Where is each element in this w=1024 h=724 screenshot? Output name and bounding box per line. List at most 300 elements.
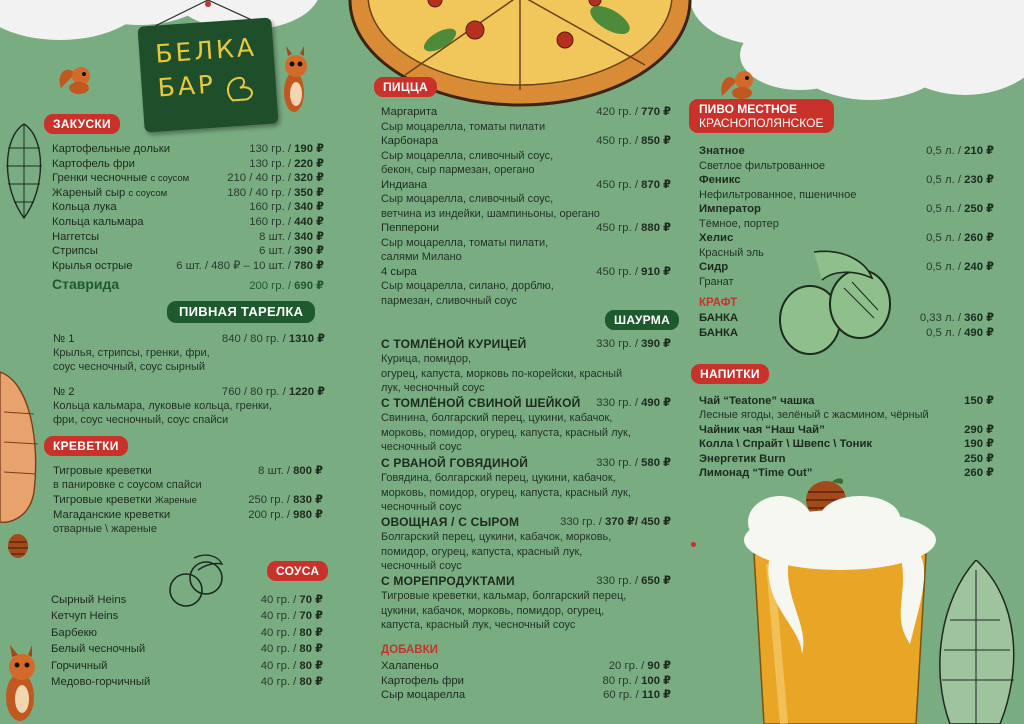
squirrel-icon bbox=[718, 66, 758, 102]
menu-item-label: Картофель фри bbox=[52, 157, 135, 170]
menu-item-name bbox=[52, 157, 135, 171]
menu-item-label: Энергетик Burn bbox=[699, 452, 786, 465]
menu-item-desc: Сыр моцарелла, силано, дорблю, bbox=[381, 280, 554, 292]
menu-item-row bbox=[699, 452, 994, 467]
menu-item-label: Медово-горчичный bbox=[51, 676, 151, 688]
menu-item-price-group bbox=[259, 244, 324, 258]
menu-item-name bbox=[51, 659, 107, 673]
menu-item-weight: 20 гр. / bbox=[608, 660, 645, 672]
menu-item-row bbox=[699, 202, 994, 217]
menu-item-label: Кольца кальмара bbox=[52, 216, 144, 228]
menu-item-price: 190 ₽ bbox=[964, 438, 994, 451]
menu-item-desc: морковь, помидор, огурец, капуста, красный лук, bbox=[381, 486, 631, 499]
menu-item-price-group bbox=[261, 593, 323, 607]
menu-item-label: БАНКА bbox=[699, 326, 739, 339]
menu-item-name bbox=[381, 178, 427, 192]
menu-item-row bbox=[381, 337, 671, 352]
menu-item-price: 70 ₽ bbox=[299, 610, 323, 623]
menu-item-name bbox=[51, 675, 150, 689]
section-dobavki: ДОБАВКИ bbox=[381, 644, 438, 656]
menu-item-desc: Тёмное, портер bbox=[699, 217, 779, 230]
section-pivo-line2: КРАСНОПОЛЯНСКОЕ bbox=[699, 116, 824, 130]
menu-item-price-group bbox=[222, 385, 325, 399]
menu-item-weight: 200 гр. / bbox=[248, 509, 290, 521]
menu-item-name bbox=[381, 221, 439, 235]
menu-item-desc: чесночный соус bbox=[381, 560, 462, 572]
menu-item-price: 80 ₽ bbox=[299, 643, 323, 656]
menu-item-desc: капуста, красный лук, чесночный соус bbox=[381, 619, 576, 631]
menu-item-row bbox=[699, 311, 994, 326]
menu-item-name bbox=[699, 452, 786, 466]
menu-item-price-group bbox=[596, 337, 671, 351]
menu-item-desc: лук, чесночный соус bbox=[381, 382, 485, 394]
menu-item-row bbox=[381, 178, 671, 193]
menu-item-desc: пармезан, сливочный соус bbox=[381, 294, 518, 307]
menu-item-price: 80 ₽ bbox=[299, 626, 323, 639]
menu-item-weight: 60 гр. / bbox=[603, 689, 639, 702]
menu-item-name bbox=[699, 423, 825, 437]
menu-item-desc: Сыр моцарелла, томаты пилати bbox=[381, 120, 546, 133]
menu-item-price-group bbox=[249, 142, 324, 156]
menu-item-row bbox=[699, 394, 994, 409]
menu-item-name bbox=[699, 311, 738, 325]
logo-line1: БЕЛКА bbox=[154, 32, 258, 69]
section-napitki: НАПИТКИ bbox=[691, 364, 769, 384]
menu-item-price-group bbox=[596, 221, 671, 235]
menu-item-price-group bbox=[259, 230, 324, 244]
menu-item-price: 340 ₽ bbox=[294, 230, 324, 243]
menu-item-price: 260 ₽ bbox=[964, 467, 994, 480]
menu-item-name bbox=[52, 142, 170, 156]
menu-item-price: 350 ₽ bbox=[294, 186, 324, 199]
menu-item-price-group bbox=[261, 642, 323, 656]
menu-item-price: 780 ₽ bbox=[294, 259, 324, 272]
menu-item-desc: Болгарский перец, цукини, кабачок, морковь, bbox=[381, 531, 612, 543]
menu-item-row bbox=[51, 609, 323, 624]
menu-item-label: Чайник чая “Наш Чай” bbox=[699, 423, 825, 436]
menu-item-row bbox=[52, 259, 324, 274]
menu-item-row bbox=[699, 437, 994, 452]
menu-item-label: Маргарита bbox=[381, 106, 438, 118]
menu-item-label: Знатное bbox=[699, 145, 745, 157]
menu-item-name bbox=[381, 688, 465, 702]
menu-item-row bbox=[53, 493, 323, 508]
menu-item-price: 880 ₽ bbox=[641, 222, 671, 234]
menu-item-price-group bbox=[964, 423, 994, 437]
menu-item-weight: 40 гр. / bbox=[260, 676, 297, 688]
menu-item-row bbox=[381, 396, 671, 411]
menu-item-weight: 180 / 40 гр. / bbox=[227, 186, 291, 199]
menu-item-label: Горчичный bbox=[51, 659, 108, 672]
menu-item-row bbox=[381, 574, 671, 589]
menu-item-weight: 80 гр. / bbox=[602, 674, 638, 687]
squirrel-logo-icon bbox=[221, 68, 263, 105]
menu-item-row bbox=[52, 142, 324, 157]
menu-item-name bbox=[52, 244, 98, 258]
menu-item-label: С ТОМЛЁНОЙ СВИНОЙ ШЕЙКОЙ bbox=[381, 396, 581, 410]
menu-item-weight: 8 шт. / bbox=[259, 230, 291, 243]
menu-item-name bbox=[699, 437, 872, 451]
menu-item-price: 260 ₽ bbox=[964, 232, 994, 244]
pinecone-sketch-icon bbox=[0, 118, 48, 222]
menu-item-price-group bbox=[926, 326, 994, 340]
menu-item-row bbox=[381, 105, 671, 120]
menu-item-weight: 420 гр. / bbox=[596, 106, 638, 118]
menu-item-row bbox=[52, 230, 324, 245]
menu-item-price-group bbox=[964, 466, 994, 480]
menu-item-price: 490 ₽ bbox=[641, 397, 671, 409]
menu-item-name bbox=[699, 231, 733, 245]
logo-line2: БАР bbox=[156, 69, 218, 103]
menu-item-weight: 40 гр. / bbox=[260, 610, 297, 623]
menu-item-name bbox=[53, 385, 75, 399]
menu-item-note: Жареные bbox=[154, 495, 197, 506]
menu-item-row bbox=[699, 466, 994, 481]
menu-item-weight: 250 гр. / bbox=[248, 494, 290, 506]
menu-item-weight: 0,5 л. / bbox=[926, 203, 961, 215]
stavrida-row bbox=[52, 277, 324, 294]
menu-item-label: Лимонад “Time Out” bbox=[699, 467, 813, 480]
menu-item-name bbox=[699, 173, 740, 187]
menu-item-price: 70 ₽ bbox=[299, 594, 323, 606]
menu-item-row bbox=[699, 173, 994, 188]
menu-item-weight: 0,33 л. / bbox=[919, 312, 961, 324]
menu-item-desc: чесночный соус bbox=[381, 441, 462, 453]
menu-item-row bbox=[381, 456, 671, 471]
menu-item-row bbox=[381, 659, 671, 674]
menu-item-price-group bbox=[596, 574, 671, 588]
menu-item-label: Сырный Heins bbox=[51, 594, 127, 606]
menu-item-row bbox=[52, 200, 324, 215]
menu-item-price: 80 ₽ bbox=[299, 659, 323, 672]
menu-item-label: 4 сыра bbox=[381, 265, 417, 278]
menu-item-name bbox=[381, 674, 464, 688]
menu-item-name bbox=[381, 105, 437, 119]
menu-item-price: 800 ₽ bbox=[293, 465, 323, 477]
menu-item-row bbox=[52, 157, 324, 172]
menu-item-weight: 330 гр. / bbox=[560, 516, 602, 528]
menu-item-row bbox=[699, 144, 994, 159]
menu-item-label: Чай “Teatone” чашка bbox=[699, 395, 815, 407]
menu-item-price-group bbox=[603, 688, 671, 702]
menu-item-label: Наггетсы bbox=[52, 230, 100, 243]
menu-item-price: 290 ₽ bbox=[964, 423, 994, 436]
menu-item-weight: 130 гр. / bbox=[249, 157, 291, 170]
menu-item-price-group bbox=[249, 157, 324, 171]
section-sousa: СОУСА bbox=[267, 561, 328, 581]
menu-item-label: Сидр bbox=[699, 261, 729, 273]
menu-item-desc: салями Милано bbox=[381, 251, 462, 263]
menu-item-weight: 40 гр. / bbox=[260, 594, 297, 606]
menu-item-label: Император bbox=[699, 203, 761, 215]
stavrida-price: 690 ₽ bbox=[294, 280, 324, 292]
menu-item-price: 340 ₽ bbox=[294, 201, 324, 214]
menu-item-desc: Сыр моцарелла, томаты пилати, bbox=[381, 236, 549, 249]
menu-item-label: Пепперони bbox=[381, 222, 440, 234]
menu-item-price-group bbox=[596, 265, 671, 279]
menu-item-row bbox=[381, 674, 671, 689]
logo-sign bbox=[137, 17, 278, 132]
menu-item-name bbox=[699, 144, 745, 158]
menu-item-price: 250 ₽ bbox=[964, 452, 994, 465]
menu-item-row bbox=[381, 221, 671, 236]
menu-item-label: Карбонара bbox=[381, 135, 438, 147]
menu-item-name bbox=[51, 642, 145, 656]
menu-item-price: 250 ₽ bbox=[964, 203, 994, 215]
menu-item-label: № 2 bbox=[53, 386, 75, 398]
menu-item-price-group bbox=[258, 464, 323, 478]
menu-item-row bbox=[53, 464, 323, 479]
menu-item-desc: Свинина, болгарский перец, цукини, кабачок, bbox=[381, 412, 613, 424]
menu-item-label: С МОРЕПРОДУКТАМИ bbox=[381, 574, 515, 588]
menu-item-weight: 160 гр. / bbox=[249, 216, 291, 228]
section-krevetki: КРЕВЕТКИ bbox=[44, 436, 128, 456]
menu-item-weight: 840 / 80 гр. / bbox=[221, 333, 286, 345]
section-zakuski: ЗАКУСКИ bbox=[44, 114, 120, 134]
menu-item-price-group bbox=[261, 626, 323, 640]
menu-item-row bbox=[52, 215, 324, 230]
menu-item-name bbox=[53, 508, 170, 522]
menu-item-price: 100 ₽ bbox=[641, 674, 671, 687]
menu-item-name bbox=[51, 609, 118, 623]
menu-item-price: 370 ₽/ 450 ₽ bbox=[605, 516, 671, 528]
menu-item-price: 320 ₽ bbox=[294, 172, 324, 185]
menu-item-row bbox=[52, 186, 324, 201]
menu-item-price-group bbox=[596, 456, 671, 470]
menu-item-price-group bbox=[602, 674, 671, 688]
menu-item-row bbox=[52, 171, 324, 186]
menu-item-row bbox=[53, 332, 325, 347]
menu-item-desc: бекон, сыр пармезан, орегано bbox=[381, 164, 535, 176]
menu-item-label: Стрипсы bbox=[52, 245, 98, 258]
menu-item-row bbox=[53, 508, 323, 523]
menu-item-weight: 330 гр. / bbox=[596, 575, 638, 587]
menu-item-label: Кетчуп Heins bbox=[51, 610, 119, 623]
menu-item-weight: 40 гр. / bbox=[260, 643, 297, 656]
menu-item-price-group bbox=[227, 171, 324, 185]
menu-item-price: 220 ₽ bbox=[294, 157, 324, 170]
cloud-top-right bbox=[740, 20, 860, 90]
menu-item-price: 190 ₽ bbox=[294, 143, 324, 155]
menu-item-row bbox=[381, 688, 671, 703]
menu-item-name bbox=[51, 626, 97, 640]
menu-item-price-group bbox=[964, 394, 994, 408]
menu-item-desc: Нефильтрованное, пшеничное bbox=[699, 188, 857, 201]
menu-item-weight: 0,5 л. / bbox=[926, 232, 961, 244]
menu-item-price: 390 ₽ bbox=[641, 338, 671, 350]
menu-item-desc: цукини, кабачок, морковь, помидор, огурец, bbox=[381, 604, 605, 617]
menu-item-price-group bbox=[920, 311, 994, 325]
menu-item-name bbox=[699, 260, 728, 274]
menu-item-name bbox=[699, 466, 812, 480]
menu-item-label: № 1 bbox=[53, 333, 75, 345]
menu-item-label: Магаданские креветки bbox=[53, 509, 171, 521]
menu-item-price-group bbox=[964, 437, 994, 451]
menu-item-row bbox=[51, 593, 323, 608]
squirrel-icon bbox=[0, 645, 44, 724]
menu-item-name bbox=[52, 186, 167, 201]
menu-item-price: 490 ₽ bbox=[964, 326, 994, 339]
menu-item-desc: Говядина, болгарский перец, цукини, кабачок, bbox=[381, 472, 616, 484]
section-pivo bbox=[689, 99, 834, 133]
menu-item-name bbox=[381, 265, 417, 279]
beer-glass-illustration bbox=[740, 494, 940, 724]
menu-item-name bbox=[52, 230, 99, 244]
pinecone-icon bbox=[6, 532, 30, 560]
menu-item-label: С ТОМЛЁНОЙ КУРИЦЕЙ bbox=[381, 337, 527, 351]
menu-item-row bbox=[381, 515, 671, 530]
menu-item-label: Феникс bbox=[699, 174, 741, 186]
menu-item-price: 830 ₽ bbox=[293, 494, 323, 506]
menu-item-weight: 6 шт. / bbox=[259, 245, 291, 258]
menu-item-desc: Красный эль bbox=[699, 246, 764, 259]
menu-item-name bbox=[52, 259, 133, 273]
menu-item-name bbox=[699, 326, 738, 340]
menu-item-weight: 40 гр. / bbox=[260, 626, 297, 639]
menu-item-label: БАНКА bbox=[699, 312, 739, 324]
menu-item-desc: Гранат bbox=[699, 275, 734, 288]
menu-item-label: Индиана bbox=[381, 178, 428, 191]
menu-item-price: 910 ₽ bbox=[641, 265, 671, 278]
menu-item-row bbox=[51, 675, 323, 690]
menu-item-weight: 160 гр. / bbox=[249, 201, 291, 214]
menu-item-price: 240 ₽ bbox=[964, 261, 994, 273]
menu-item-label: С РВАНОЙ ГОВЯДИНОЙ bbox=[381, 456, 529, 470]
menu-item-weight: 450 гр. / bbox=[596, 222, 638, 234]
menu-item-price: 210 ₽ bbox=[964, 145, 994, 157]
menu-item-label: Хелис bbox=[699, 232, 734, 244]
menu-item-price-group bbox=[596, 396, 671, 410]
menu-item-desc: чесночный соус bbox=[381, 501, 462, 513]
menu-item-label: Белый чесночный bbox=[51, 643, 146, 656]
menu-item-weight: 330 гр. / bbox=[596, 338, 638, 350]
menu-item-label: Кольца лука bbox=[52, 201, 117, 214]
squirrel-icon bbox=[55, 60, 95, 96]
menu-item-row bbox=[51, 642, 323, 657]
section-kraft: КРАФТ bbox=[699, 297, 738, 309]
menu-item-row bbox=[699, 231, 994, 246]
menu-item-desc: морковь, помидор, огурец, капуста, красный лук, bbox=[381, 426, 631, 439]
menu-item-price: 440 ₽ bbox=[294, 216, 324, 228]
menu-item-weight: 210 / 40 гр. / bbox=[227, 172, 291, 185]
menu-item-price-group bbox=[261, 659, 323, 673]
menu-item-name bbox=[52, 215, 144, 229]
menu-item-price-group bbox=[964, 452, 994, 466]
menu-item-price-group bbox=[926, 231, 994, 245]
menu-item-desc: отварные \ жареные bbox=[53, 523, 157, 535]
menu-item-note: с соусом bbox=[128, 187, 168, 199]
menu-item-row bbox=[51, 626, 323, 641]
menu-item-weight: 0,5 л. / bbox=[926, 145, 961, 157]
menu-item-desc: Кольца кальмара, луковые кольца, гренки, bbox=[53, 400, 272, 412]
menu-item-price: 80 ₽ bbox=[299, 676, 323, 688]
menu-item-price: 360 ₽ bbox=[964, 312, 994, 324]
menu-item-weight: 330 гр. / bbox=[596, 457, 638, 469]
menu-item-label: Картофель фри bbox=[381, 674, 464, 687]
menu-item-weight: 330 гр. / bbox=[596, 397, 638, 409]
menu-item-price: 390 ₽ bbox=[294, 245, 324, 258]
menu-item-price-group bbox=[227, 186, 324, 200]
menu-item-price: 580 ₽ bbox=[641, 457, 671, 469]
decor-dot bbox=[691, 542, 696, 547]
menu-item-name bbox=[381, 659, 439, 673]
menu-item-name bbox=[52, 171, 189, 186]
menu-item-weight: 130 гр. / bbox=[249, 143, 291, 155]
menu-item-weight: 0,5 л. / bbox=[926, 261, 961, 273]
stavrida-name: Ставрида bbox=[52, 276, 120, 292]
menu-item-weight: 40 гр. / bbox=[260, 659, 297, 672]
menu-item-price: 980 ₽ bbox=[293, 509, 323, 521]
stavrida-weight: 200 гр. / bbox=[249, 280, 291, 292]
menu-item-label: Тигровые креветки bbox=[53, 465, 152, 477]
menu-item-weight: 6 шт. / 480 ₽ – 10 шт. / bbox=[176, 259, 291, 272]
menu-item-desc: Сыр моцарелла, сливочный соус, bbox=[381, 149, 554, 162]
section-shaurma: ШАУРМА bbox=[605, 310, 679, 330]
menu-item-weight: 450 гр. / bbox=[596, 135, 638, 147]
section-pivnaya: ПИВНАЯ ТАРЕЛКА bbox=[167, 301, 315, 323]
menu-item-price: 1220 ₽ bbox=[288, 386, 325, 398]
menu-item-label: Картофельные дольки bbox=[52, 143, 171, 155]
menu-item-desc: ветчина из индейки, шампиньоны, орегано bbox=[381, 207, 600, 220]
menu-item-price: 110 ₽ bbox=[641, 689, 671, 702]
menu-item-name bbox=[52, 200, 117, 214]
menu-item-label: ОВОЩНАЯ / С СЫРОМ bbox=[381, 515, 520, 529]
menu-item-desc: фри, соус чесночный, соус спайси bbox=[53, 414, 229, 426]
menu-item-weight: 0,5 л. / bbox=[926, 326, 961, 339]
menu-item-weight: 8 шт. / bbox=[258, 465, 290, 477]
menu-item-desc: соус чесночный, соус сырный bbox=[53, 361, 206, 373]
menu-item-price-group bbox=[926, 173, 994, 187]
menu-item-price: 850 ₽ bbox=[641, 135, 671, 147]
menu-item-row bbox=[699, 423, 994, 438]
menu-item-name bbox=[381, 134, 438, 148]
menu-item-label: Халапеньо bbox=[381, 660, 439, 672]
menu-item-weight: 760 / 80 гр. / bbox=[221, 386, 286, 398]
menu-item-price-group bbox=[222, 332, 325, 346]
menu-item-price: 1310 ₽ bbox=[288, 333, 325, 345]
menu-item-desc: огурец, капуста, морковь по-корейски, красный bbox=[381, 367, 623, 380]
section-pivo-line1: ПИВО МЕСТНОЕ bbox=[699, 102, 797, 116]
shrimp-illustration bbox=[0, 352, 44, 528]
menu-item-weight: 450 гр. / bbox=[596, 178, 638, 191]
menu-item-weight: 0,5 л. / bbox=[926, 174, 961, 186]
menu-item-label: Крылья острые bbox=[52, 259, 133, 272]
menu-item-desc: Курица, помидор, bbox=[381, 353, 472, 365]
menu-item-desc: Крылья, стрипсы, гренки, фри, bbox=[53, 347, 210, 359]
menu-item-desc: в панировке с соусом спайси bbox=[53, 479, 202, 491]
menu-item-price-group bbox=[596, 178, 671, 192]
menu-item-row bbox=[699, 326, 994, 341]
menu-item-name bbox=[53, 332, 75, 346]
menu-item-price-group bbox=[248, 493, 323, 507]
menu-item-price: 870 ₽ bbox=[641, 178, 671, 191]
menu-item-price-group bbox=[926, 202, 994, 216]
menu-item-desc: Светлое фильтрованное bbox=[699, 159, 826, 172]
menu-item-desc: Сыр моцарелла, сливочный соус, bbox=[381, 193, 554, 205]
menu-item-label: Гренки чесночные bbox=[52, 172, 148, 185]
menu-item-price-group bbox=[926, 260, 994, 274]
menu-item-price: 150 ₽ bbox=[964, 395, 994, 407]
menu-item-name bbox=[699, 394, 814, 408]
menu-item-label: Колла \ Спрайт \ Швепс \ Тоник bbox=[699, 438, 873, 451]
menu-item-price-group bbox=[248, 508, 323, 522]
menu-item-price-group bbox=[249, 215, 324, 229]
menu-item-price-group bbox=[609, 659, 671, 673]
menu-item-price-group bbox=[596, 105, 671, 119]
menu-item-price-group bbox=[596, 134, 671, 148]
menu-item-row bbox=[381, 265, 671, 280]
menu-item-price: 90 ₽ bbox=[647, 660, 671, 672]
